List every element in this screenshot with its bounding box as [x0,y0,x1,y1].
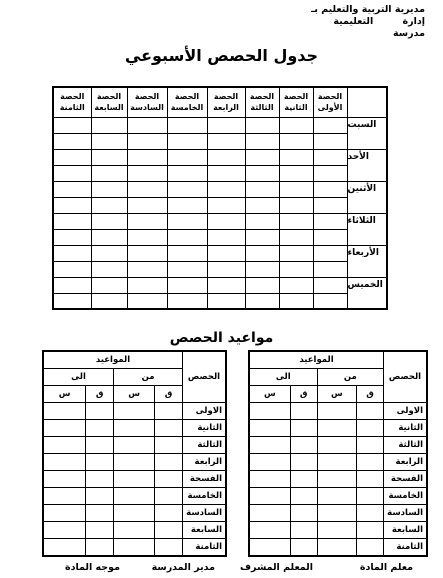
period-row [43,488,226,505]
schedule-cell[interactable] [207,245,245,277]
period-label: الفسحة [183,471,227,488]
time-cell[interactable] [290,437,317,454]
time-cell[interactable] [357,454,384,471]
period-label: الاولى [183,403,227,420]
schedule-cell[interactable] [245,213,279,245]
schedule-cell[interactable] [279,245,313,277]
schedule-cell[interactable] [53,181,91,213]
times-table-right [248,350,428,557]
period-row [43,522,226,539]
time-cell[interactable] [155,437,183,454]
times-table-left [42,350,227,557]
times-header: المواعيد [43,351,183,369]
time-cell[interactable] [155,522,183,539]
signature-subject-supervisor: موجه المادة [65,562,120,573]
time-cell[interactable] [357,471,384,488]
schedule-cell[interactable] [279,277,313,309]
time-cell[interactable] [249,505,290,522]
period-label: الثانية [384,420,428,437]
time-cell[interactable] [317,505,357,522]
school-label: مدرسة [393,28,425,39]
day-label: الأحد [347,149,387,181]
page-title: جدول الحصص الأسبوعي [124,46,319,65]
period-label: السادسة [183,505,227,522]
schedule-cell[interactable] [167,245,207,277]
schedule-cell[interactable] [245,149,279,181]
signature-supervising-teacher: المعلم المشرف [240,562,313,573]
hour-header: س [43,386,86,403]
period-row [249,437,427,454]
time-cell[interactable] [114,471,155,488]
period-header: الحصة الخامسة [167,87,207,117]
day-row [53,213,387,245]
period-row [249,403,427,420]
schedule-cell[interactable] [207,277,245,309]
time-cell[interactable] [43,488,86,505]
time-cell[interactable] [43,471,86,488]
time-cell[interactable] [249,539,290,557]
time-cell[interactable] [317,454,357,471]
period-label: الفسحة [384,471,428,488]
time-cell[interactable] [43,403,86,420]
period-label: الثامنة [384,539,428,557]
schedule-cell[interactable] [53,117,91,149]
time-cell[interactable] [155,505,183,522]
time-cell[interactable] [114,454,155,471]
schedule-cell[interactable] [91,149,127,181]
time-cell[interactable] [86,488,114,505]
period-label: الثانية [183,420,227,437]
administration-label: إدارة [402,16,425,27]
time-cell[interactable] [86,403,114,420]
time-cell[interactable] [114,488,155,505]
time-cell[interactable] [43,454,86,471]
schedule-cell[interactable] [167,213,207,245]
period-row [43,437,226,454]
time-cell[interactable] [290,539,317,557]
schedule-cell[interactable] [53,213,91,245]
time-cell[interactable] [155,403,183,420]
schedule-cell[interactable] [313,213,347,245]
time-cell[interactable] [357,488,384,505]
signature-principal: مدير المدرسة [151,562,215,573]
minute-header: ق [357,386,384,403]
day-label: الخميس [347,277,387,309]
period-row [249,539,427,557]
schedule-cell[interactable] [167,149,207,181]
period-label: الرابعة [384,454,428,471]
schedule-cell[interactable] [207,181,245,213]
time-cell[interactable] [290,420,317,437]
day-row [53,245,387,277]
period-header: الحصة الثامنة [53,87,91,117]
time-cell[interactable] [317,420,357,437]
period-row [43,420,226,437]
time-cell[interactable] [290,505,317,522]
weekly-schedule-table [52,86,388,310]
schedule-cell[interactable] [91,277,127,309]
schedule-cell[interactable] [207,117,245,149]
time-cell[interactable] [114,437,155,454]
schedule-cell[interactable] [245,117,279,149]
corner-cell [347,87,387,117]
periods-header: الحصص [183,351,227,403]
day-row [53,277,387,309]
schedule-cell[interactable] [53,277,91,309]
time-cell[interactable] [114,539,155,557]
time-cell[interactable] [317,488,357,505]
period-label: السابعة [183,522,227,539]
time-cell[interactable] [86,471,114,488]
schedule-cell[interactable] [279,213,313,245]
schedule-cell[interactable] [127,149,167,181]
day-label: الثلاثاء [347,213,387,245]
hour-header: س [249,386,290,403]
time-cell[interactable] [43,437,86,454]
minute-header: ق [155,386,183,403]
time-cell[interactable] [357,522,384,539]
period-label: السابعة [384,522,428,539]
time-cell[interactable] [114,505,155,522]
time-cell[interactable] [43,539,86,557]
period-row [249,505,427,522]
time-cell[interactable] [155,539,183,557]
period-label: الخامسة [183,488,227,505]
time-cell[interactable] [86,505,114,522]
schedule-cell[interactable] [127,213,167,245]
time-cell[interactable] [43,505,86,522]
schedule-cell[interactable] [53,245,91,277]
time-cell[interactable] [317,437,357,454]
period-row [249,420,427,437]
time-cell[interactable] [43,522,86,539]
directorate-label: مديرية التربية والتعليم بـ [311,4,425,15]
from-header: من [114,369,183,386]
schedule-cell[interactable] [53,149,91,181]
schedule-cell[interactable] [313,245,347,277]
minute-header: ق [290,386,317,403]
period-label: الثالثة [384,437,428,454]
schedule-cell[interactable] [127,181,167,213]
time-cell[interactable] [249,454,290,471]
time-cell[interactable] [317,403,357,420]
schedule-cell[interactable] [313,181,347,213]
schedule-cell[interactable] [127,245,167,277]
schedule-cell[interactable] [91,117,127,149]
schedule-cell[interactable] [91,213,127,245]
period-header: الحصة السادسة [127,87,167,117]
period-row [43,454,226,471]
time-cell[interactable] [249,420,290,437]
times-title: مواعيد الحصص [169,330,274,346]
time-cell[interactable] [43,420,86,437]
time-cell[interactable] [86,454,114,471]
time-cell[interactable] [114,403,155,420]
period-label: السادسة [384,505,428,522]
time-cell[interactable] [114,420,155,437]
period-row [249,488,427,505]
educational-label: التعليمية [333,16,374,27]
time-cell[interactable] [290,522,317,539]
period-label: الرابعة [183,454,227,471]
period-header: الحصة الأولى [313,87,347,117]
schedule-cell[interactable] [207,149,245,181]
day-row [53,149,387,181]
time-cell[interactable] [317,539,357,557]
schedule-cell[interactable] [279,117,313,149]
time-cell[interactable] [290,403,317,420]
schedule-cell[interactable] [279,181,313,213]
time-cell[interactable] [357,539,384,557]
period-header: الحصة الرابعة [207,87,245,117]
hour-header: س [114,386,155,403]
period-header: الحصة الثانية [279,87,313,117]
schedule-cell[interactable] [245,277,279,309]
periods-header: الحصص [384,351,428,403]
period-label: الثالثة [183,437,227,454]
schedule-cell[interactable] [279,149,313,181]
day-label: السبت [347,117,387,149]
period-header: الحصة الثالثة [245,87,279,117]
to-header: الى [249,369,317,386]
to-header: الى [43,369,114,386]
time-cell[interactable] [357,505,384,522]
time-cell[interactable] [290,471,317,488]
schedule-cell[interactable] [127,117,167,149]
period-label: الاولى [384,403,428,420]
period-row [249,471,427,488]
day-label: الأربعاء [347,245,387,277]
schedule-cell[interactable] [127,277,167,309]
day-label: الأثنين [347,181,387,213]
period-row [43,539,226,557]
period-row [43,471,226,488]
period-row [43,403,226,420]
time-cell[interactable] [357,437,384,454]
hour-header: س [317,386,357,403]
administration-line [275,16,425,28]
time-cell[interactable] [249,471,290,488]
time-cell[interactable] [317,522,357,539]
schedule-cell[interactable] [207,213,245,245]
time-cell[interactable] [114,522,155,539]
signature-subject-teacher: معلم المادة [359,562,413,573]
time-cell[interactable] [290,488,317,505]
period-header: الحصة السابعة [91,87,127,117]
school-header [275,4,425,40]
times-header: المواعيد [249,351,384,369]
time-cell[interactable] [86,437,114,454]
time-cell[interactable] [249,488,290,505]
schedule-cell[interactable] [245,245,279,277]
schedule-cell[interactable] [313,277,347,309]
period-row [249,454,427,471]
time-cell[interactable] [155,420,183,437]
time-cell[interactable] [249,437,290,454]
schedule-cell[interactable] [167,117,207,149]
time-cell[interactable] [249,403,290,420]
time-cell[interactable] [249,522,290,539]
time-cell[interactable] [86,522,114,539]
time-cell[interactable] [290,454,317,471]
time-cell[interactable] [86,539,114,557]
minute-header: ق [86,386,114,403]
time-cell[interactable] [357,420,384,437]
time-cell[interactable] [155,471,183,488]
day-row [53,117,387,149]
schedule-cell[interactable] [91,245,127,277]
period-label: الخامسة [384,488,428,505]
period-row [249,522,427,539]
schedule-cell[interactable] [91,181,127,213]
schedule-cell[interactable] [167,277,207,309]
time-cell[interactable] [155,454,183,471]
day-row [53,181,387,213]
time-cell[interactable] [357,403,384,420]
time-cell[interactable] [155,488,183,505]
schedule-cell[interactable] [313,149,347,181]
period-row [43,505,226,522]
period-label: الثامنة [183,539,227,557]
schedule-cell[interactable] [313,117,347,149]
time-cell[interactable] [317,471,357,488]
schedule-cell[interactable] [167,181,207,213]
schedule-cell[interactable] [245,181,279,213]
from-header: من [317,369,383,386]
time-cell[interactable] [86,420,114,437]
